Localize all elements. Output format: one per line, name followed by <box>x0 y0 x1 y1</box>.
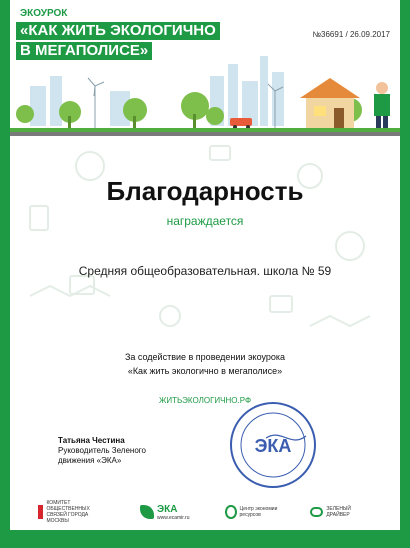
stamp-label: ЭКА <box>254 436 292 456</box>
awarded-label: награждается <box>166 214 244 228</box>
stamp-seal <box>226 398 321 493</box>
logo-eka-url: www.ecamir.ru <box>157 514 190 521</box>
bottom-border-bar <box>10 530 400 538</box>
logo-committee <box>38 494 108 530</box>
reason-line-1: За содействие в проведении экоурока <box>124 352 286 362</box>
website-link[interactable]: ЖИТЬЭКОЛОГИЧНО.РФ <box>158 396 252 405</box>
logo-resource-center <box>225 494 285 530</box>
logo-eka-text: ЭКА <box>157 503 178 515</box>
title-line-2: В МЕГАПОЛИСЕ» <box>16 42 152 60</box>
logo-green-driver-text: ЗЕЛЕНЫЙ ДРАЙВЕР <box>326 506 351 518</box>
logo-resource-center-text: Центр экономии ресурсов <box>239 506 278 518</box>
signer-name: Татьяна Честина <box>58 436 125 445</box>
city-illustration <box>10 36 400 136</box>
certificate-heading: Благодарность <box>106 176 304 206</box>
recycle-icon <box>225 505 237 519</box>
eka-leaf-icon <box>140 505 154 519</box>
brand-label: ЭКОУРОК <box>20 8 68 19</box>
logo-committee-text: КОМИТЕТ ОБЩЕСТВЕННЫХ СВЯЗЕЙ ГОРОДА МОСКВЫ <box>46 500 90 524</box>
bicycle-icon <box>310 507 323 517</box>
title-line-1: «КАК ЖИТЬ ЭКОЛОГИЧНО <box>16 22 220 40</box>
header-banner <box>10 0 400 136</box>
background-eco-icons <box>10 136 400 336</box>
logo-green-driver <box>310 494 365 530</box>
logo-eka <box>140 494 195 530</box>
moscow-emblem-icon <box>38 505 43 519</box>
signer-role-line-1: Руководитель Зеленого <box>58 446 146 455</box>
partner-logos <box>10 494 400 530</box>
signer-block <box>58 436 146 466</box>
signer-role-line-2: движения «ЭКА» <box>58 456 122 465</box>
document-number: №36691 / 26.09.2017 <box>312 30 390 39</box>
recipient-name: Средняя общеобразовательная. школа № 59 <box>78 264 332 278</box>
reason-line-2: «Как жить экологично в мегаполисе» <box>127 366 283 376</box>
